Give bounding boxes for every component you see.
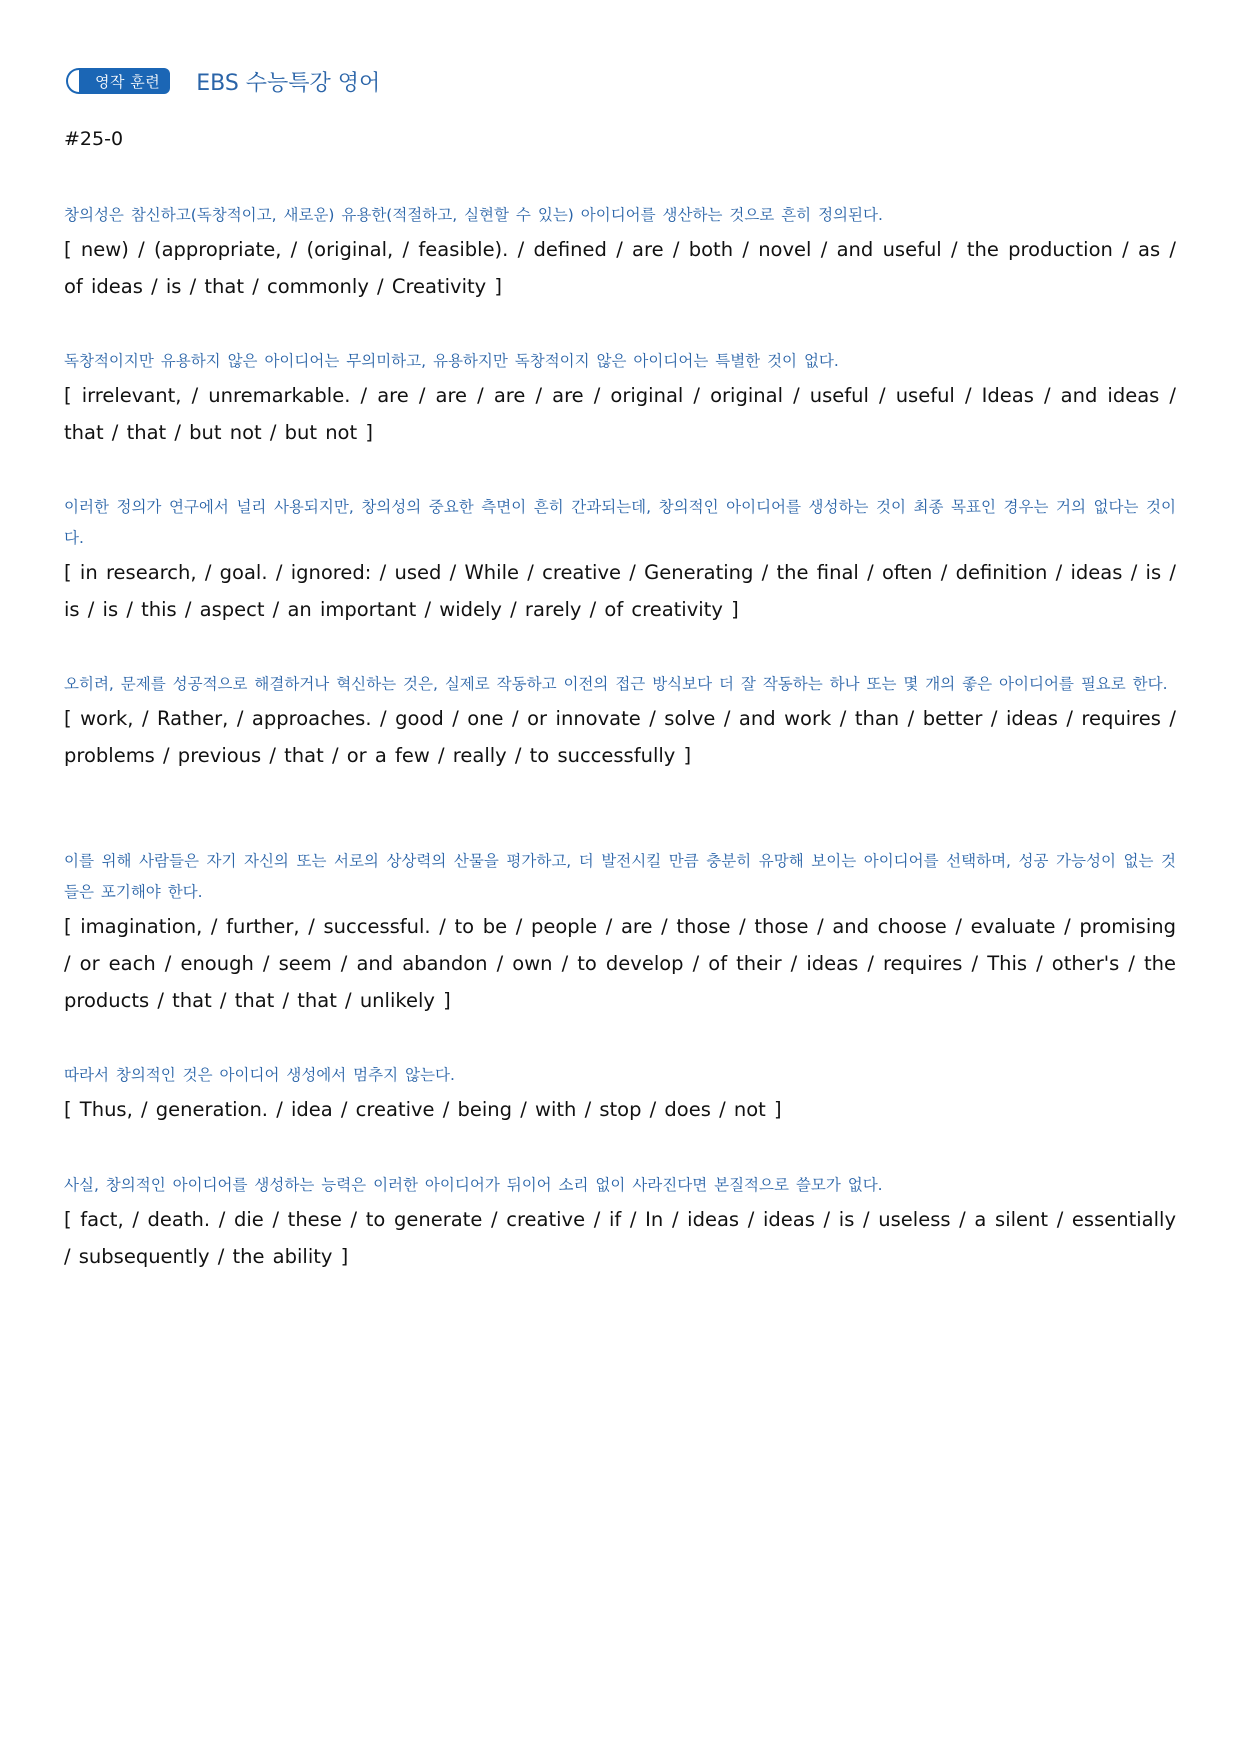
exercise-item-5 [64,846,1176,1019]
korean-sentence: 따라서 창의적인 것은 아이디어 생성에서 멈추지 않는다. [64,1066,455,1084]
english-word-bank: [ irrelevant, / unremarkable. / are / are / are / are / original / original / useful / useful / Ideas / and ideas / that / that / but not / but not ] [64,384,1176,444]
worksheet-header [66,66,380,96]
worksheet-title: EBS 수능특강 영어 [196,70,381,96]
half-circle-icon [67,69,91,93]
english-word-bank: [ in research, / goal. / ignored: / used / While / creative / Generating / the final / often / definition / ideas / is / is / is / this / aspect / an important / widely / rarely / of creativity ] [64,561,1176,621]
category-badge [66,68,170,94]
korean-sentence: 사실, 창의적인 아이디어를 생성하는 능력은 이러한 아이디어가 뒤이어 소리 없이 사라진다면 본질적으로 쓸모가 없다. [64,1176,883,1194]
exercise-item-7 [64,1170,1176,1275]
korean-sentence: 오히려, 문제를 성공적으로 해결하거나 혁신하는 것은, 실제로 작동하고 이전의 접근 방식보다 더 잘 작동하는 하나 또는 몇 개의 좋은 아이디어를 필요로 한다. [64,675,1168,693]
exercise-item-3 [64,492,1176,628]
exercise-item-2 [64,346,1176,451]
english-word-bank: [ new) / (appropriate, / (original, / feasible). / defined / are / both / novel / and useful / the production / as / of ideas / is / that / commonly / Creativity ] [64,238,1176,298]
english-word-bank: [ fact, / death. / die / these / to generate / creative / if / In / ideas / ideas / is / useless / a silent / essentially / subsequently / the ability ] [64,1208,1176,1268]
korean-sentence: 독창적이지만 유용하지 않은 아이디어는 무의미하고, 유용하지만 독창적이지 않은 아이디어는 특별한 것이 없다. [64,352,839,370]
exercise-item-1 [64,200,1176,305]
english-word-bank: [ work, / Rather, / approaches. / good / one / or innovate / solve / and work / than / better / ideas / requires / problems / previous / that / or a few / really / to successfully ] [64,707,1176,767]
korean-sentence: 창의성은 참신하고(독창적이고, 새로운) 유용한(적절하고, 실현할 수 있는) 아이디어를 생산하는 것으로 흔히 정의된다. [64,206,883,224]
english-word-bank: [ imagination, / further, / successful. / to be / people / are / those / those / and choose / evaluate / promising / or each / enough / seem / and abandon / own / to develop / of their / ideas / requires / This / other's / the products / that / that / that / unlikely ] [64,915,1176,1012]
exercise-item-6 [64,1060,1176,1128]
question-number: #25-0 [64,128,124,150]
english-word-bank: [ Thus, / generation. / idea / creative / being / with / stop / does / not ] [64,1098,782,1121]
badge-label: 영작 훈련 [95,72,161,91]
korean-sentence: 이러한 정의가 연구에서 널리 사용되지만, 창의성의 중요한 측면이 흔히 간과되는데, 창의적인 아이디어를 생성하는 것이 최종 목표인 경우는 거의 없다는 것이다. [64,498,1176,547]
exercise-item-4 [64,669,1176,774]
korean-sentence: 이를 위해 사람들은 자기 자신의 또는 서로의 상상력의 산물을 평가하고, 더 발전시킬 만큼 충분히 유망해 보이는 아이디어를 선택하며, 성공 가능성이 없는 것들은 포기해야 한다. [64,852,1176,901]
